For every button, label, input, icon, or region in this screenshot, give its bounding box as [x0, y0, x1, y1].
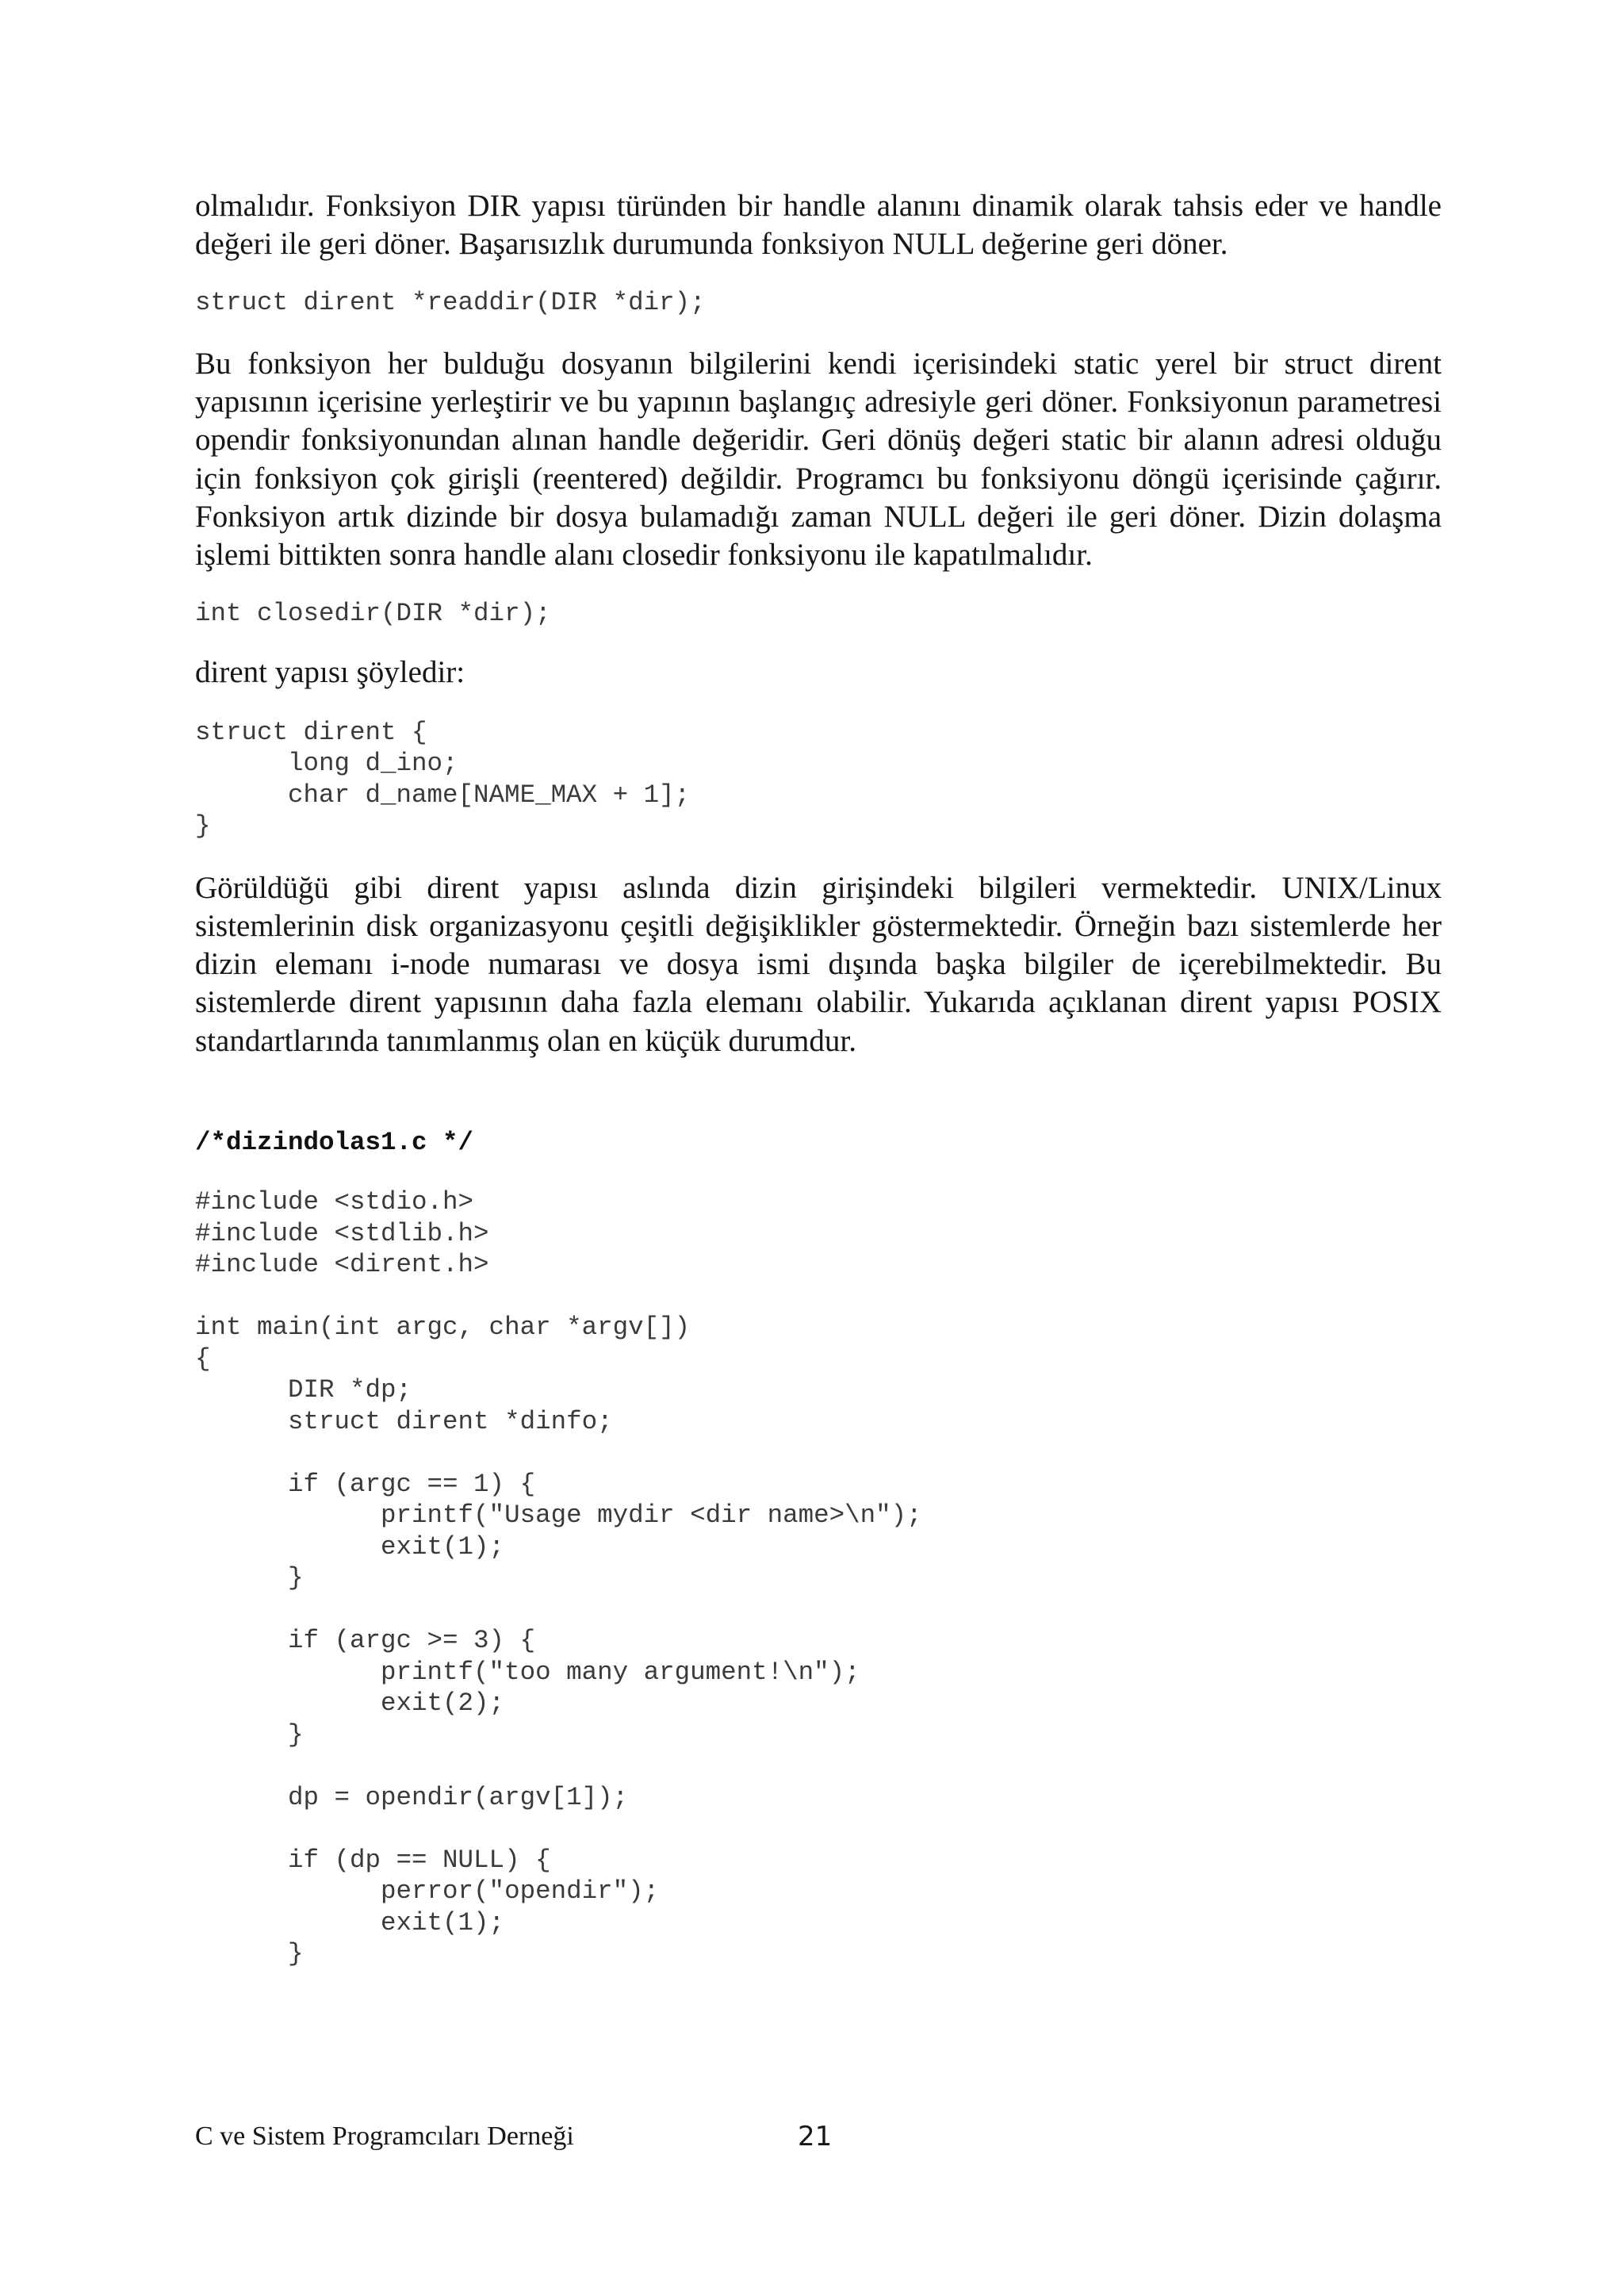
paragraph-readdir-description: Bu fonksiyon her bulduğu dosyanın bilgilerini kendi içerisindeki static yerel bir struct dirent yapısının içerisine yerleştirir ve bu yapının başlangıç adresiyle geri döner. Fonksiyonun parametresi opendir fonksiyonundan alınan handle değeridir. Geri dönüş değeri static bir alanın adresi olduğu için fonksiyon çok girişli (reentered) değildir. Programcı bu fonksiyonu döngü içerisinde çağırır. Fonksiyon artık dizinde bir dosya bulamadığı zaman NULL değeri ile geri döner. Dizin dolaşma işlemi bittikten sonra handle alanı closedir fonksiyonu ile kapatılmalıdır.	[195, 346, 1442, 572]
code-readdir-prototype: struct dirent *readdir(DIR *dir);	[195, 288, 706, 318]
code-file-comment: /*dizindolas1.c */	[195, 1127, 474, 1157]
code-closedir-prototype: int closedir(DIR *dir);	[195, 599, 551, 629]
footer-organization: C ve Sistem Programcıları Derneği	[195, 2122, 574, 2151]
paragraph-dirent-intro: dirent yapısı şöyledir:	[195, 654, 465, 689]
code-program-listing: #include <stdio.h> #include <stdlib.h> #include <dirent.h> int main(int argc, char *argv[]) { DIR *dp; struct dirent *dinfo; if (argc == 1) { printf("Usage mydir <dir name>\n"); exit(1); } if (argc >= 3) { printf("too many argument!\n"); exit(2); } dp = opendir(argv[1]); if (dp == NULL) { perror("opendir"); exit(1); }	[195, 1187, 922, 1969]
footer-page-number: 21	[798, 2121, 833, 2152]
page-content	[195, 187, 1442, 1970]
paragraph-dirent-explanation: Görüldüğü gibi dirent yapısı aslında dizin girişindeki bilgileri vermektedir. UNIX/Linux sistemlerinin disk organizasyonu çeşitli değişiklikler göstermektedir. Örneğin bazı sistemlerde her dizin elemanı i-node numarası ve dosya ismi dışında başka bilgiler de içerebilmektedir. Bu sistemlerde dirent yapısının daha fazla elemanı olabilir. Yukarıda açıklanan dirent yapısı POSIX standartlarında tanımlanmış olan en küçük durumdur.	[195, 870, 1442, 1058]
code-dirent-struct: struct dirent { long d_ino; char d_name[NAME_MAX + 1]; }	[195, 717, 691, 841]
paragraph-opendir-description: olmalıdır. Fonksiyon DIR yapısı türünden bir handle alanını dinamik olarak tahsis eder ve handle değeri ile geri döner. Başarısızlık durumunda fonksiyon NULL değerine geri döner.	[195, 189, 1442, 262]
